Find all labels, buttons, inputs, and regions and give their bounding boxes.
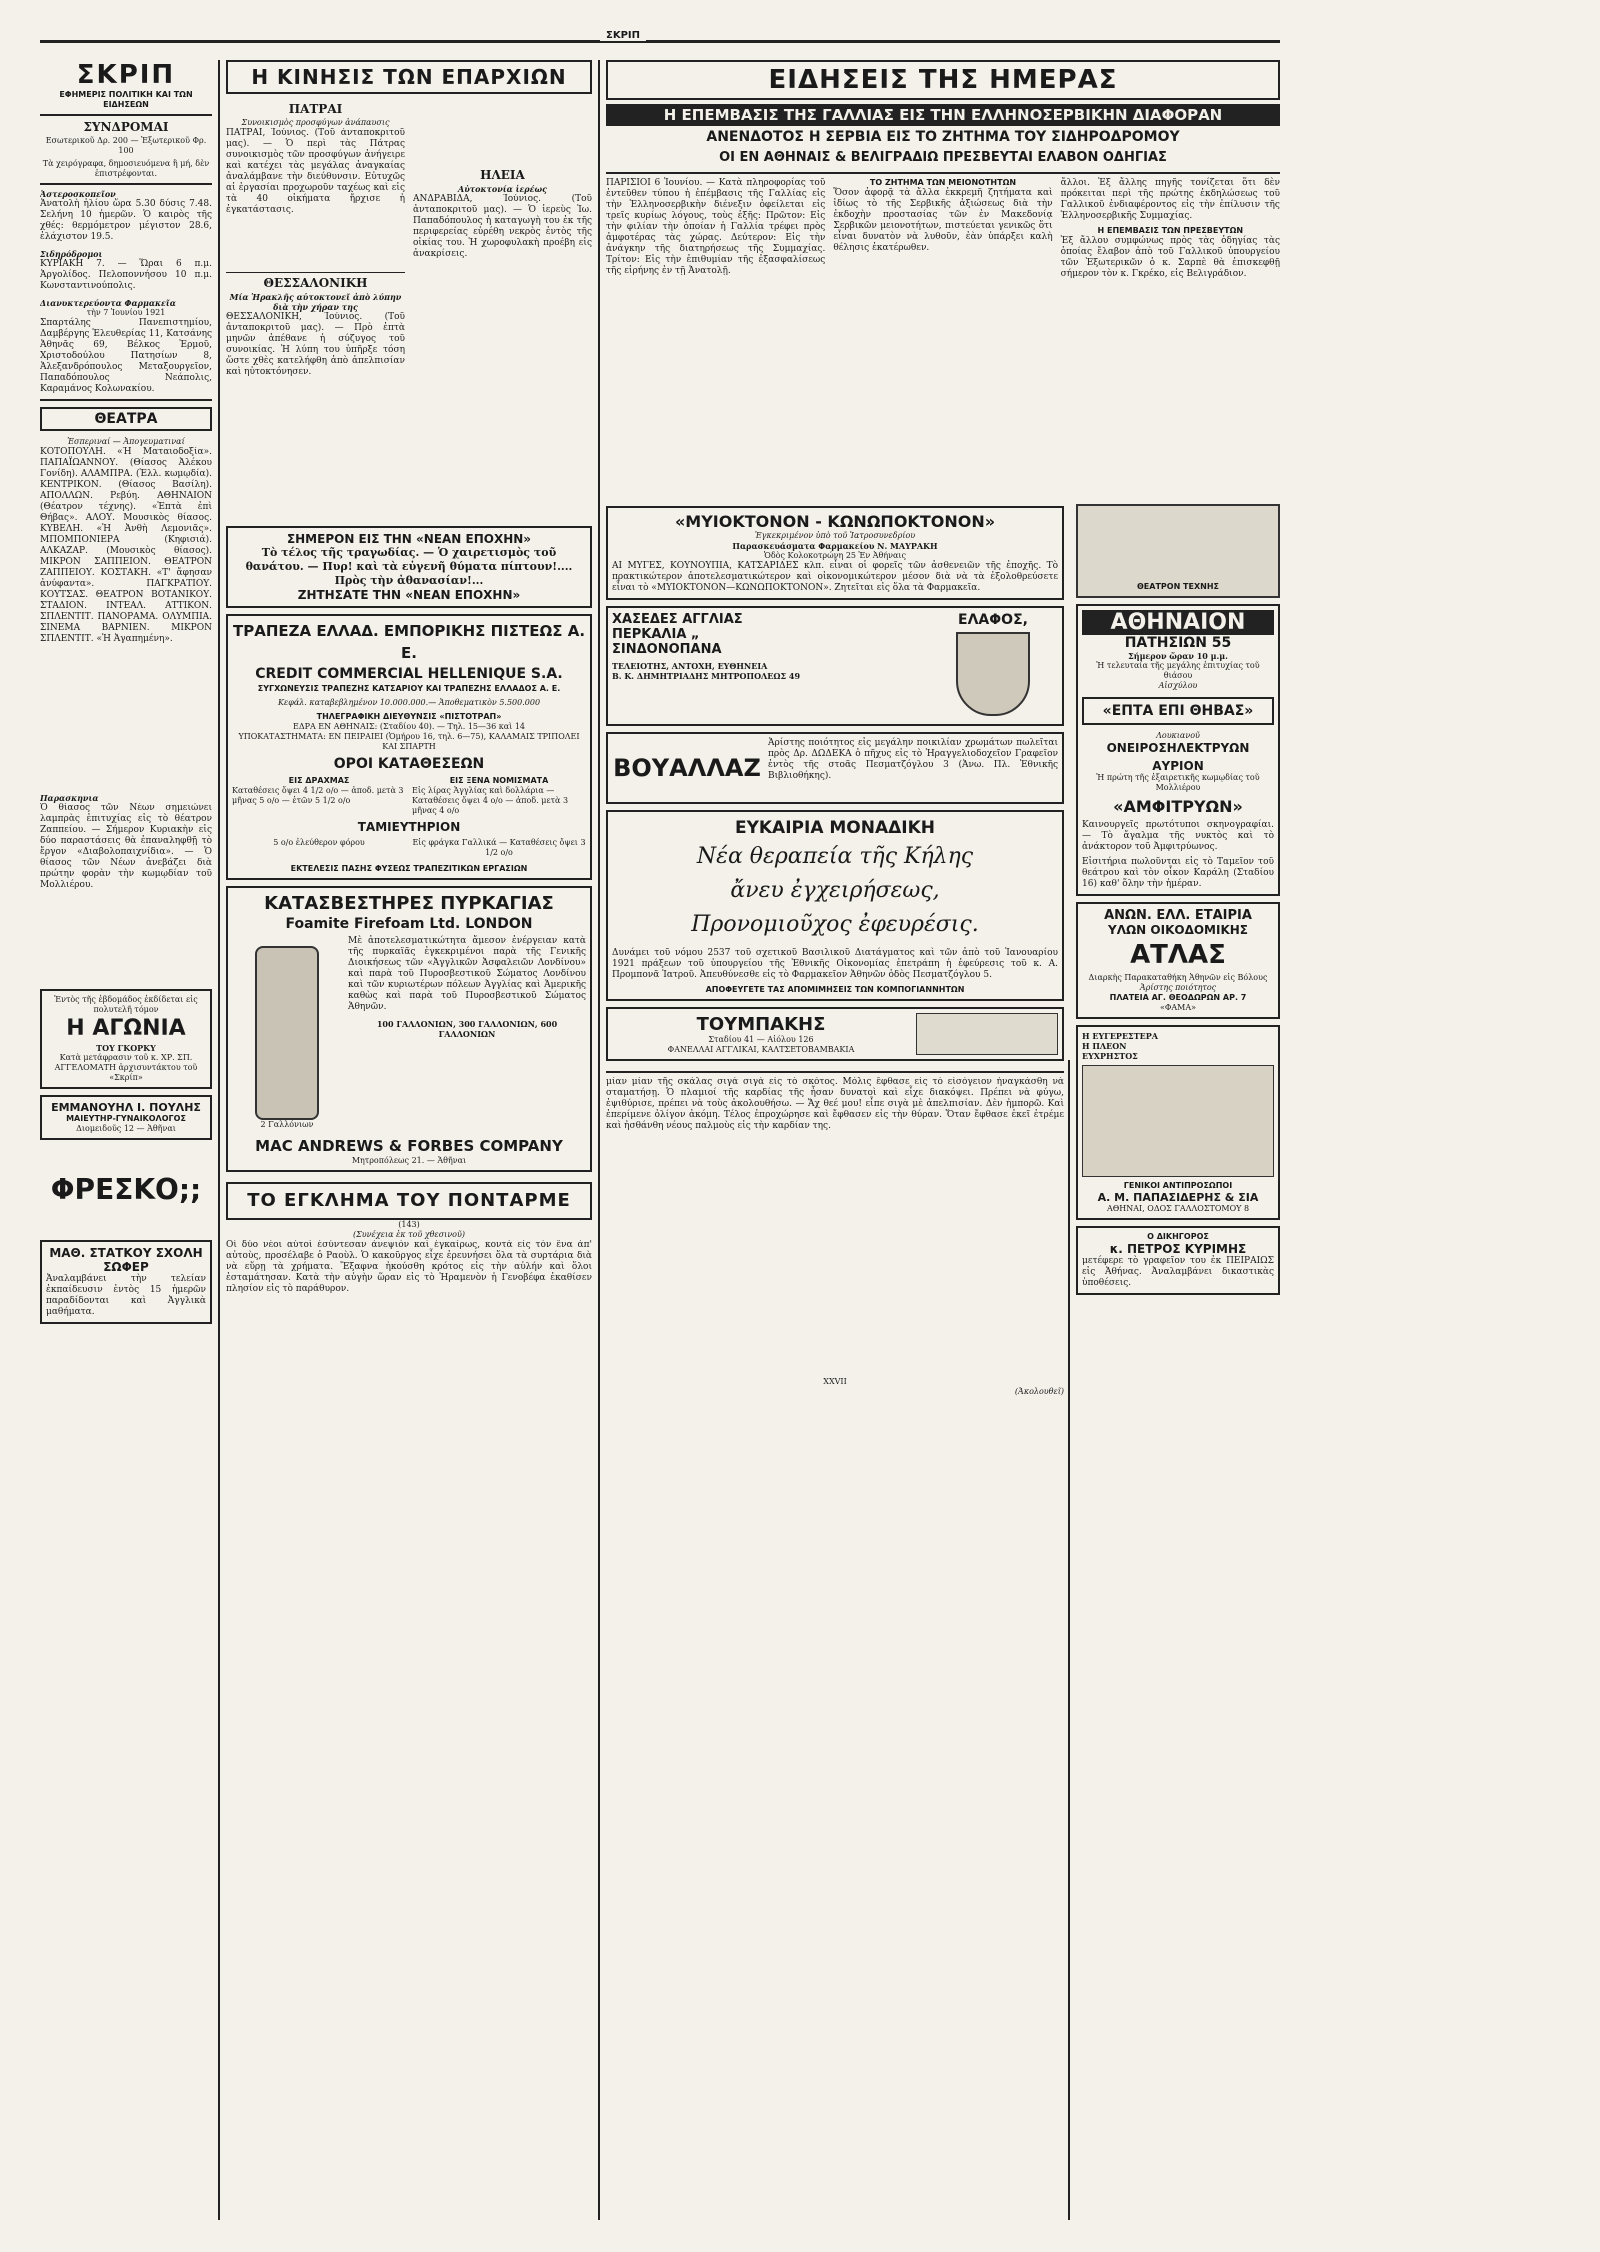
toumpakis-ad	[606, 1007, 1064, 1061]
fresko-ad: ΦΡΕΣΚΟ;;	[50, 1173, 202, 1206]
insecticide-ad	[606, 506, 1064, 600]
agonia-translator: Κατὰ μετάφρασιν τοῦ κ. ΧΡ. ΣΠ. ΑΓΓΕΛΟΜΑΤΗ ἀρχισυντάκτου τοῦ «Σκρίπ»	[54, 1053, 198, 1082]
column-rule	[598, 60, 600, 2220]
bank-savings-right: Εἰς φράγκα Γαλλικά — Καταθέσεις ὄψει 3 1/2 ο/ο	[412, 838, 586, 857]
bank-title: ΤΡΑΠΕΖΑ ΕΛΛΑΔ. ΕΜΠΟΡΙΚΗΣ ΠΙΣΤΕΩΣ Α. Ε.	[232, 622, 586, 662]
epoch-line-2: Τὸ τέλος τῆς τραγωδίας. — Ὁ χαιρετισμὸς τοῦ θανάτου. — Πυρ! καὶ τὰ εὐγενῆ θύματα πίπτουν!.... Πρὸς τὴν ἀθανασίαν!...	[245, 546, 573, 587]
hernia-line-2: ἄνευ ἐγχειρήσεως,	[730, 878, 940, 903]
play-3-text: Καινουργεῖς πρωτότυποι σκηνογραφίαι. — Τὸ ἄγαλμα τῆς νυκτὸς καὶ τὸ ἀνάκτορον τοῦ Ἀμφιτρύωνος.	[1082, 820, 1274, 852]
bank-footer: ΕΚΤΕΛΕΣΙΣ ΠΑΣΗΣ ΦΥΣΕΩΣ ΤΡΑΠΕΖΙΤΙΚΩΝ ΕΡΓΑΣΙΩΝ	[290, 864, 528, 873]
bank-savings: ΤΑΜΙΕΥΤΗΡΙΟΝ	[357, 820, 461, 834]
headline-3: ΟΙ ΕΝ ΑΘΗΝΑΙΣ & ΒΕΛΙΓΡΑΔΙΩ ΠΡΕΣΒΕΥΤΑΙ ΕΛΑΒΟΝ ΟΔΗΓΙΑΣ	[719, 150, 1167, 165]
epoch-line-1: ΣΗΜΕΡΟΝ ΕΙΣ ΤΗΝ «ΝΕΑΝ ΕΠΟΧΗΝ»	[286, 532, 532, 546]
play-2: ΟΝΕΙΡΟΣΗΛΕΚΤΡΥΩΝ	[1106, 741, 1250, 755]
doctor-name: ΕΜΜΑΝΟΥΗΛ Ι. ΠΟΥΛΗΣ	[51, 1101, 201, 1114]
extinguisher-figure	[232, 936, 342, 1130]
toumpakis-name: ΤΟΥΜΠΑΚΗΣ	[696, 1013, 826, 1035]
bank-terms: ΟΡΟΙ ΚΑΤΑΘΕΣΕΩΝ	[333, 756, 485, 772]
theatres-title: ΘΕΑΤΡΑ	[40, 407, 212, 431]
agonia-author: ΤΟΥ ΓΚΟΡΚΥ	[96, 1043, 156, 1053]
headline-2: ΑΝΕΝΔΟΤΟΣ Η ΣΕΡΒΙΑ ΕΙΣ ΤΟ ΖΗΤΗΜΑ ΤΟΥ ΣΙΔΗΡΟΔΡΟΜΟΥ	[706, 129, 1180, 145]
lawyer-name: κ. ΠΕΤΡΟΣ ΚΥΡΙΜΗΣ	[1109, 1242, 1247, 1256]
hernia-text: Δυνάμει τοῦ νόμου 2537 τοῦ σχετικοῦ Βασιλικοῦ Διατάγματος καὶ τῶν ἀπὸ τοῦ Ἰανουαρίου 1921 πράξεων τοῦ ὑπουργείου τῆς Ἐθνικῆς Οἰκονομίας ἐπετράπη ἡ ἐφεύρεσις τοῦ κ. Α. Προμπονᾶ Ἰατροῦ. Ἀπευθύνεσθε εἰς τὸ Φαρμακεῖον Ἀθηνῶν ὁδὸς Πεσματζόγλου 5.	[612, 948, 1058, 980]
agonia-ad	[40, 989, 212, 1089]
lawyer-title: Ο ΔΙΚΗΓΟΡΟΣ	[1147, 1232, 1209, 1241]
doctor-ad	[40, 1095, 212, 1140]
theatre-logo-text: ΘΕΑΤΡΟΝ ΤΕΧΝΗΣ	[1136, 582, 1219, 591]
cloth-line-3: ΣΙΝΔΟΝΟΠΑΝΑ	[612, 642, 722, 657]
bicycle-ad	[1076, 1025, 1280, 1220]
serial-chapter: XXVII	[823, 1377, 847, 1386]
bike-line-3: ΕΥΧΡΗΣΤΟΣ	[1082, 1051, 1138, 1061]
serial-continuation: (Συνέχεια ἐκ τοῦ χθεσινοῦ)	[353, 1230, 465, 1239]
bike-agents: ΓΕΝΙΚΟΙ ΑΝΤΙΠΡΟΣΩΠΟΙ	[1123, 1181, 1233, 1190]
tickets-info: Εἰσιτήρια πωλοῦνται εἰς τὸ Ταμεῖον τοῦ θεάτρου καὶ τὸν οἶκον Καράλη (Σταδίου 16) καθ' ὅλην τὴν ἡμέραν.	[1082, 857, 1274, 889]
backstage-title: Παρασκηνια	[40, 793, 99, 803]
bank-ad	[226, 614, 592, 880]
tomorrow-sub: Ἡ πρώτη τῆς ἐξαιρετικῆς κωμῳδίας τοῦ Μολλιέρου	[1096, 773, 1260, 792]
bank-drachma-rates: Καταθέσεις ὄψει 4 1/2 ο/ο — ἀποδ. μετὰ 3 μῆνας 5 ο/ο — ἐτῶν 5 1/2 ο/ο	[232, 786, 404, 805]
observatory-title: Ἀστεροσκοπεῖον	[40, 189, 116, 199]
extinguisher-brand: Foamite Firefoam Ltd. LONDON	[285, 916, 533, 932]
tonight-sub: Ἡ τελευταία τῆς μεγάλης ἐπιτυχίας τοῦ θιάσου	[1096, 661, 1260, 680]
trains-title: Σιδηρόδρομοι	[40, 249, 103, 259]
bike-agent-name: Α. Μ. ΠΑΠΑΣΙΔΕΡΗΣ & ΣΙΑ	[1097, 1191, 1259, 1204]
minorities-title: ΤΟ ΖΗΤΗΜΑ ΤΩΝ ΜΕΙΟΝΟΤΗΤΩΝ	[869, 178, 1017, 187]
athinaion-address: ΠΑΤΗΣΙΩΝ 55	[1124, 635, 1232, 651]
column-4	[1076, 500, 1280, 2220]
deer-emblem-icon	[956, 632, 1030, 716]
tomorrow: ΑΥΡΙΟΝ	[1152, 759, 1204, 773]
athinaion-title: ΑΘΗΝΑΙΟΝ	[1082, 610, 1274, 635]
trains-text: ΚΥΡΙΑΚΗ 7. — Ὥραι 6 π.μ. Ἀργολίδος. Πελοποννήσου 10 π.μ. Κωνσταντινούπολις.	[40, 259, 212, 291]
bank-drachma-title: ΕΙΣ ΔΡΑΧΜΑΣ	[288, 776, 350, 785]
bike-line-1: Η ΕΥΓΕΡΕΣΤΕΡΑ	[1082, 1031, 1158, 1041]
column-1	[40, 60, 212, 2220]
bank-capital: Κεφάλ. καταβεβλημένον 10.000.000.— Ἀποθεματικὸν 5.500.000	[277, 698, 541, 707]
extinguisher-title: ΚΑΤΑΣΒΕΣΤΗΡΕΣ ΠΥΡΚΑΓΙΑΣ	[264, 893, 554, 914]
extinguisher-ad	[226, 886, 592, 1172]
column-rule	[218, 60, 220, 2220]
thessaloniki-title: ΘΕΣΣΑΛΟΝΙΚΗ	[226, 272, 405, 290]
cloth-line-1: ΧΑΣΕΔΕΣ ΑΓΓΛΙΑΣ	[612, 612, 743, 627]
atlas-name: ΑΤΛΑΣ	[1130, 940, 1226, 970]
top-header: ΣΚΡΙΠ	[600, 30, 646, 41]
atlas-company: ΑΝΩΝ. ΕΛΛ. ΕΤΑΙΡΙΑ	[1104, 908, 1252, 923]
insecticide-address: Ὁδὸς Κολοκοτρώνη 25 Ἐν Ἀθήναις	[763, 551, 907, 560]
driving-school-title: ΜΑΘ. ΣΤΑΤΚΟΥ ΣΧΟΛΗ ΣΩΦΕΡ	[49, 1246, 203, 1274]
tonight-time: Σήμερον ὥραν 10 μ.μ.	[1128, 651, 1228, 661]
bank-title-fr: CREDIT COMMERCIAL HELLENIQUE S.A.	[255, 666, 563, 682]
cloth-brand: ΕΛΑΦΟΣ,	[958, 612, 1028, 628]
play-3: «ΑΜΦΙΤΡΥΩΝ»	[1113, 797, 1243, 816]
epoch-line-3: ΖΗΤΗΣΑΤΕ ΤΗΝ «ΝΕΑΝ ΕΠΟΧΗΝ»	[297, 588, 521, 602]
thessaloniki-subtitle: Μία Ἡρακλῆς αὐτοκτονεῖ ἀπὸ λύπην διὰ τὴν χήραν της	[229, 292, 402, 312]
bike-line-2: Η ΠΛΕΟΝ	[1082, 1041, 1127, 1051]
extinguisher-address: Μητροπόλεως 21. — Ἀθῆναι	[351, 1156, 467, 1165]
extinguisher-agent: MAC ANDREWS & FORBES COMPANY	[255, 1137, 563, 1155]
lucian: Λουκιανοῦ	[1156, 731, 1200, 740]
hernia-title: ΕΥΚΑΙΡΙΑ ΜΟΝΑΔΙΚΗ	[734, 818, 936, 838]
thessaloniki-text: ΘΕΣΣΑΛΟΝΙΚΗ, Ἰούνιος. (Τοῦ ἀνταποκριτοῦ μας). — Πρὸ ἑπτὰ μηνῶν ἀπέθανε ἡ σύζυγος τοῦ συνοικίας. Ἡ λύπη του ὑπῆρξε τόση ὥστε χθὲς κατελήφθη ἀπὸ ἀπελπισίαν καὶ ηὐτοκτόνησεν.	[226, 312, 405, 377]
athinaion-ad	[1076, 604, 1280, 896]
atlas-depot: Διαρκὴς Παρακαταθήκη Ἀθηνῶν εἰς Βόλους	[1088, 973, 1268, 982]
play-1: «ΕΠΤΑ ΕΠΙ ΘΗΒΑΣ»	[1082, 697, 1274, 725]
news-part-c2: Ἐξ ἄλλου συμφώνως πρὸς τὰς ὁδηγίας τὰς ὁποίας ἔλαβον ἀπὸ τοῦ Γαλλικοῦ ὑπουργείου τῶν Ἐξωτερικῶν ὁ κ. Σαρπὲ θὰ ἐπισκεφθῇ σήμερον τὸν κ. Γκρέκο, εἰς Βελιγράδιον.	[1060, 236, 1280, 279]
agonia-pre: Ἐντὸς τῆς ἑβδομάδος ἐκδίδεται εἰς πολυτελῆ τόμον	[54, 995, 198, 1014]
bouallaz-title: ΒΟΥΑΛΛΑΖ	[613, 754, 761, 782]
manuscripts-note: Τὰ χειρόγραφα, δημοσιευόμενα ἢ μή, δὲν ἐπιστρέφονται.	[42, 159, 210, 178]
toumpakis-address: Σταδίου 41 — Αἰόλου 126	[708, 1034, 814, 1044]
patrai-subtitle: Συνοικισμὸς προσφύγων ἀνάπαυσις	[241, 118, 390, 127]
bank-address: ΕΔΡΑ ΕΝ ΑΘΗΝΑΙΣ: (Σταδίου 40). — Τηλ. 15—36 καὶ 14	[292, 722, 525, 731]
cloth-quality: ΤΕΛΕΙΟΤΗΣ, ΑΝΤΟΧΗ, ΕΥΘΗΝΕΙΑ	[612, 661, 768, 671]
insecticide-title: «ΜΥΙΟΚΤΟΝΟΝ - ΚΩΝΩΠΟΚΤΟΝΟΝ»	[674, 512, 996, 531]
cloth-address: Β. Κ. ΔΗΜΗΤΡΙΑΔΗΣ ΜΗΤΡΟΠΟΛΕΩΣ 49	[612, 671, 801, 681]
masthead: ΣΚΡΙΠ	[76, 60, 176, 90]
column-3-ads	[606, 500, 1064, 2220]
bank-telegraph: ΤΗΛΕΓΡΑΦΙΚΗ ΔΙΕΥΘΥΝΣΙΣ «ΠΙΣΤΟΤΡΑΠ»	[316, 712, 502, 721]
theatres-listing: ΚΟΤΟΠΟΥΛΗ. «Ἡ Ματαιοδοξία». ΠΑΠΑΪΩΑΝΝΟΥ. (Θίασος Ἀλέκου Γονίδη). ΑΛΑΜΠΡΑ. (Ἑλλ. κωμῳδία). ΚΕΝΤΡΙΚΟΝ. (Θίασος Βασίλη). ΑΠΟΛΛΩΝ. Ρεβύη. ΑΘΗΝΑΙΟΝ (Θέατρον τέχνης). «Ἑπτὰ ἐπὶ Θήβας». ΑΛΟΥ. Μουσικὸς θίασος. ΚΥΒΕΛΗ. «Ἡ Ἀνθὴ Λεμονιᾶς». ΜΠΟΜΠΟΝΙΕΡΑ (Κηφισιά). ΑΛΚΑΖΑΡ. (Μουσικὸς θίασος). ΜΙΚΡΟΝ ΣΑΠΠΕΙΟΝ. ΘΕΑΤΡΟΝ ΖΑΠΠΕΙΟΥ. ΚΟΣΤΑΚΗ. «Τ' ἄφησαν ἀνύφαντα». ΠΑΓΚΡΑΤΙΟΥ. ΚΟΥΤΣΑΣ. ΘΕΑΤΡΟΝ ΒΟΤΑΝΙΚΟΥ. ΣΤΑΔΙΟΝ. ΙΝΤΕΑΛ. ΑΤΤΙΚΟΝ. ΣΠΛΕΝΤΙΤ. ΠΑΝΟΡΑΜΑ. ΟΛΥΜΠΙΑ. ΣΙΝΕΜΑ ΒΑΡΝΙΕΝ. ΜΙΚΡΟΝ ΣΠΛΕΝΤΙΤ. «Ἡ Ἀγαπημένη».	[40, 447, 212, 644]
hernia-warning: ΑΠΟΦΕΥΓΕΤΕ ΤΑΣ ΑΠΟΜΙΜΗΣΕΙΣ ΤΩΝ ΚΟΜΠΟΓΙΑΝΝΗΤΩΝ	[705, 985, 965, 994]
bank-merger: ΣΥΓΧΩΝΕΥΣΙΣ ΤΡΑΠΕΖΗΣ ΚΑΤΣΑΡΙΟΥ ΚΑΙ ΤΡΑΠΕΖΗΣ ΕΛΛΑΔΟΣ Α. Ε.	[257, 684, 561, 693]
bank-branches: ΥΠΟΚΑΤΑΣΤΗΜΑΤΑ: ΕΝ ΠΕΙΡΑΙΕΙ (Ὁμήρου 16, τηλ. 6—75), ΚΑΛΑΜΑΙΣ ΤΡΙΠΟΛΕΙ ΚΑΙ ΣΠΑΡΤΗ	[238, 732, 580, 751]
hernia-ad	[606, 810, 1064, 1001]
lawyer-ad	[1076, 1226, 1280, 1295]
theatres-subtitle: Ἑσπεριναί — Ἀπογευματιναί	[67, 437, 185, 446]
headline-1: Η ΕΠΕΜΒΑΣΙΣ ΤΗΣ ΓΑΛΛΙΑΣ ΕΙΣ ΤΗΝ ΕΛΛΗΝΟΣΕΡΒΙΚΗΝ ΔΙΑΦΟΡΑΝ	[606, 104, 1280, 126]
serial-title: ΤΟ ΕΓΚΛΗΜΑ ΤΟΥ ΠΟΝΤΑΡΜΕ	[226, 1182, 592, 1220]
provinces-col-left	[226, 98, 405, 522]
extinguisher-sizes: 100 ΓΑΛΛΟΝΙΩΝ, 300 ΓΑΛΛΟΝΙΩΝ, 600 ΓΑΛΛΟΝΙΩΝ	[376, 1019, 558, 1039]
nea-epochi-ad	[226, 526, 592, 608]
subscriptions: Εσωτερικοῦ Δρ. 200 — Ἐξωτερικοῦ Φρ. 100	[45, 136, 207, 155]
driving-school-text: Ἀναλαμβάνει τὴν τελείαν ἐκπαίδευσιν ἐντὸς 15 ἡμερῶν παραδίδονται καὶ Ἀγγλικὰ μαθήματα.	[46, 1274, 206, 1317]
bank-foreign-title: ΕΙΣ ΞΕΝΑ ΝΟΜΙΣΜΑΤΑ	[449, 776, 549, 785]
column-2	[226, 60, 592, 2220]
ileia-title: ΗΛΕΙΑ	[480, 168, 525, 182]
lawyer-text: μετέφερε τὸ γραφεῖον του ἐκ ΠΕΙΡΑΙΩΣ εἰς Ἀθήνας. Ἀναλαμβάνει δικαστικὰς ὑποθέσεις.	[1082, 1256, 1274, 1288]
atlas-sub: ΥΛΩΝ ΟΙΚΟΔΟΜΙΚΗΣ	[1108, 923, 1248, 937]
bike-agent-address: ΑΘΗΝΑΙ, ΟΔΟΣ ΓΑΛΛΟΣΤΟΜΟΥ 8	[1106, 1204, 1250, 1213]
subscriptions-title: ΣΥΝΔΡΟΜΑΙ	[83, 120, 169, 134]
serial-text-left: Οἱ δύο νέοι αὐτοὶ ἐσύντεσαν ἀνεψιόν καὶ ἐγκαίρως, κοντὰ εἰς τὸν ἕνα ἀπ' αὐτοὺς, προσέλαβε ὁ Ραοὺλ. Ὁ κακοῦργος εἶχε ἐρευνήσει ὅλα τὰ συρτάρια διὰ νὰ εὕρῃ τὰ χρήματα. Ἔξαφνα ἠκούσθη κρότος εἰς τὴν αὐλήν καὶ ὅλοι ἐσταμάτησαν. Κατὰ τὴν αὐγὴν ὥραν εἰς τὸ Ἠραμενὸν ἡ Γενοβέφα ἐκαθίσεν πλησίον εἰς τὸ παράθυρον.	[226, 1240, 592, 1294]
daily-news-header: ΕΙΔΗΣΕΙΣ ΤΗΣ ΗΜΕΡΑΣ	[606, 60, 1280, 100]
news-part-c: ἄλλοι. Ἐξ ἄλλης πηγῆς τονίζεται ὅτι δὲν πρόκειται περὶ τῆς πρώτης ἐκδηλώσεως τοῦ Γαλλικοῦ ἐνδιαφέροντος εἰς τὴν ἐπίλυσιν τῆς Ἑλληνοσερβικῆς Συμμαχίας.	[1060, 178, 1280, 221]
patrai-title: ΠΑΤΡΑΙ	[288, 102, 343, 116]
theatre-logo	[1076, 504, 1280, 598]
cloth-ad	[606, 606, 1064, 726]
ileia-text: ΑΝΔΡΑΒΙΔΑ, Ἰούνιος. (Τοῦ ἀνταποκριτοῦ μας). — Ὁ ἱερεὺς Ἰω. Παπαδόπουλος ἡ καταγωγὴ του ἐκ τῆς περιφερείας εὑρέθη νεκρὸς ἐντὸς τῆς οἰκίας του. Ἡ χωροφυλακὴ προέβη εἰς ἀνακρίσεις.	[413, 194, 592, 259]
rider-illustration-icon	[1082, 1065, 1274, 1177]
backstage-text: Ὁ θίασος τῶν Νέων σημειώνει λαμπρὰς ἐπιτυχίας εἰς τὸ θέατρον Ζαππείου. — Σήμερον Κυριακὴν εἰς δύο παραστάσεις θὰ ἐπαναληφθῇ τὸ ἔργον «Διαβολοπαιχνίδια». — Ὁ θίασος τῶν Νέων ἀνεβάζει διὰ πρώτην φορὰν τὴν κωμῳδίαν τοῦ Μολλιέρου.	[40, 803, 212, 890]
news-part-b: Ὅσον ἀφορᾷ τὰ ἄλλα ἐκκρεμῆ ζητήματα καὶ ἰδίως τὸ τῆς Σερβικῆς ἀξιώσεως διὰ τὴν ἐκδοχὴν προστασίας τῶν ἐν Μακεδονίᾳ Σερβικῶν μειονοτήτων, πιστεύεται γενικῶς ὅτι εἶναι δυνατὸν νὰ λυθοῦν, ἐὰν ὑπάρξει καλὴ θέλησις ἑκατέρωθεν.	[833, 188, 1053, 253]
extinguisher-caption: 2 Γαλλόνιων	[260, 1120, 314, 1129]
extinguisher-text: Μὲ ἀποτελεσματικώτητα ἄμεσον ἐνέργειαν κατὰ τῆς πυρκαϊᾶς ἐγκεκριμένοι παρὰ τῆς Γενικῆς Διοικήσεως τῶν «Ἀγγλικῶν Ἀσφαλειῶν Λονδίνου» καὶ παρὰ τοῦ Πυροσβεστικοῦ Σώματος Λονδίνου καὶ τῶν κυριωτέρων πόλεων Ἀγγλίας καὶ Ἀμερικῆς καθὼς καὶ παρὰ τοῦ Πυροσβεστικοῦ Σώματος Ἀθηνῶν.	[348, 936, 586, 1012]
insecticide-approval: Ἐγκεκριμένον ὑπὸ τοῦ Ἰατροσυνεδρίου	[754, 531, 916, 540]
extinguisher-icon	[255, 946, 319, 1120]
top-rule	[40, 40, 1280, 43]
doctor-address: Διομειδοῦς 12 — Ἀθῆναι	[76, 1124, 176, 1133]
patrai-text: ΠΑΤΡΑΙ, Ἰούνιος. (Τοῦ ἀνταποκριτοῦ μας). — Ὁ περὶ τὰς Πάτρας συνοικισμὸς τῶν προσφύγων ἀνήγειρε καὶ κατέχει τὰς μεγάλας ἀναγκαίας ἀναλάμβανε τὴν διεύθυνσιν. Εὐτυχῶς αἱ ἐργασίαι προχωροῦν ταχέως καὶ εἰς τὰ 40 οἰκήματα ἤρχισε ἡ ἐγκατάστασις.	[226, 128, 405, 215]
agonia-title: Η ΑΓΩΝΙΑ	[66, 1016, 186, 1041]
bouallaz-ad	[606, 732, 1064, 804]
atlas-quality: Ἀρίστης ποιότητος	[1139, 983, 1217, 992]
newspaper-page	[40, 30, 1280, 2220]
hernia-line-1: Νέα θεραπεία τῆς Κήλης	[696, 844, 974, 869]
doctor-specialty: ΜΑΙΕΥΤΗΡ-ΓΥΝΑΙΚΟΛΟΓΟΣ	[66, 1114, 186, 1123]
pharmacies-title: Διανυκτερεύοντα Φαρμακεῖα	[40, 298, 176, 308]
atlas-fama: «ΦΑΜΑ»	[1159, 1003, 1197, 1012]
ambassadors-title: Η ΕΠΕΜΒΑΣΙΣ ΤΩΝ ΠΡΕΣΒΕΥΤΩΝ	[1097, 226, 1244, 235]
toumpakis-goods: ΦΑΝΕΛΛΑΙ ΑΓΓΛΙΚΑΙ, ΚΑΛΤΣΕΤΟΒΑΜΒΑΚΙΑ	[667, 1044, 855, 1054]
driving-school-ad	[40, 1240, 212, 1324]
insecticide-text: ΑΙ ΜΥΓΕΣ, ΚΟΥΝΟΥΠΙΑ, ΚΑΤΣΑΡΙΔΕΣ κλπ. εἶναι οἱ φορεῖς τῶν ἀσθενειῶν τῆς ἐποχῆς. Τὸ πρακτικώτερον ἀποτελεσματικώτερον καὶ οἰκονομικώτερον μέσον διὰ νὰ τὰ ἐξολοθρεύσετε εἶναι τὸ «ΜΥΙΟΚΤΟΝΟΝ—ΚΩΝΩΠΟΚΤΟΝΟΝ». Ζητεῖται εἰς ὅλα τὰ Φαρμακεῖα.	[612, 561, 1058, 593]
atlas-ad	[1076, 902, 1280, 1019]
provinces-header: Η ΚΙΝΗΣΙΣ ΤΩΝ ΕΠΑΡΧΙΩΝ	[226, 60, 592, 94]
pharmacies-text: Σπαρτάλης Πανεπιστημίου, Δαμβέργης Ἑλευθερίας 11, Κατσάνης Ἀθηνᾶς 69, Βέλκος Ἐρμοῦ, Χριστοδούλου Πατησίων 8, Ἀλεξανδρόπουλος Μεταξουργεῖον, Παπαδόπουλος Νεάπολις, Καραμάνος Κολωνακίου.	[40, 318, 212, 394]
observatory-text: Ἀνατολὴ ἡλίου ὥρα 5.30 δύσις 7.48. Σελήνη 10 ἡμερῶν. Ὁ καιρὸς τῆς χθές: θερμόμετρον μέγιστον 28.6, ἐλάχιστον 19.5.	[40, 199, 212, 242]
aischylus: Αἰσχύλου	[1158, 681, 1198, 690]
cloth-line-2: ΠΕΡΚΑΛΙΑ „	[612, 627, 700, 642]
insecticide-maker: Παρασκευάσματα Φαρμακείου Ν. ΜΑΥΡΑΚΗ	[732, 541, 938, 551]
atlas-address: ΠΛΑΤΕΙΑ ΑΓ. ΘΕΟΔΩΡΩΝ ΑΡ. 7	[1109, 993, 1247, 1002]
ileia-subtitle: Αὐτοκτονία ἱερέως	[458, 184, 547, 194]
serial-text-mid: μίαν μίαν τῆς σκάλας σιγὰ σιγὰ εἰς τὸ σκότος. Μόλις ἔφθασε εἰς τὸ εἰσόγειον ἠναγκάσθη νὰ σταματήσῃ. Ὁ πλαμιοί τῆς καρδίας τῆς ἦσαν δυνατοὶ καὶ εἶχε διακόψει. Πρέπει νὰ φύγω, ἐψιθύρισε, πρέπει νὰ τοὺς ἀκολουθήσω. — Ἄχ θεέ μου! εἶπε σιγὰ μὲ ἀπελπισίαν. Δὲν ἠμπορῶ. Καὶ ἐπερίμενε ὀλίγον ἀκόμη. Τέλος ἐπροχώρησε καὶ ἔφθασεν εἰς τὴν θύραν. Ὅταν ἔφθασε ἐκεῖ ἐτρέμε καὶ ἠσθάνθη νέους παλμοὺς εἰς τὴν καρδίαν της.	[606, 1077, 1064, 1131]
serial-number: (143)	[398, 1220, 420, 1229]
bouallaz-text: Ἀρίστης ποιότητος εἰς μεγάλην ποικιλίαν χρωμάτων πωλεῖται πρὸς Δρ. ΔΩΔΕΚΑ ὁ πῆχυς εἰς τὸ Ἡραγγελιοδοχεῖον Γραφεῖον ἐντὸς τῆς στοᾶς Πεσματζόγλου 3 (Ἀνω. Πλ. Ἐθνικῆς Βιβλιοθήκης).	[768, 738, 1058, 781]
signature-logo-icon	[916, 1013, 1058, 1055]
serial-continues: (Ἀκολουθεῖ)	[1014, 1387, 1064, 1396]
masthead-subtitle: ΕΦΗΜΕΡΙΣ ΠΟΛΙΤΙΚΗ ΚΑΙ ΤΩΝ ΕΙΔΗΣΕΩΝ	[59, 90, 193, 109]
news-part-a: ΠΑΡΙΣΙΟΙ 6 Ἰουνίου. — Κατὰ πληροφορίας τοῦ ἐντεῦθεν τύπου ἡ ἐπέμβασις τῆς Γαλλίας εἰς τὴν Ἑλληνοσερβικὴν διένεξιν ὀφείλεται εἰς τρεῖς κυρίως λόγους, τοὺς ἑξῆς: Πρῶτον: Εἰς τὴν φιλίαν τὴν ὁποίαν ἡ Γαλλία τρέφει πρὸς ἀμφοτέρας τὰς χώρας. Δεύτερον: Εἰς τὴν ἀνάγκην τῆς διατηρήσεως τῆς Συμμαχίας. Τρίτον: Εἰς τὴν ἐπιθυμίαν τῆς ἐξασφαλίσεως τῆς εἰρήνης ἐν τῇ Ἀνατολῇ.	[606, 178, 826, 276]
pharmacies-date: τὴν 7 Ἰουνίου 1921	[86, 308, 166, 317]
provinces-col-right	[413, 98, 592, 522]
bank-savings-left: 5 ο/ο ἐλεύθερον φόρου	[273, 838, 365, 847]
hernia-line-3: Προνομιοῦχος ἐφευρέσις.	[691, 912, 979, 937]
bank-foreign-rates: Εἰς λίρας Ἀγγλίας καὶ δολλάρια — Καταθέσεις ὄψει 4 ο/ο — ἀποδ. μετὰ 3 μῆνας 4 ο/ο	[412, 786, 569, 815]
